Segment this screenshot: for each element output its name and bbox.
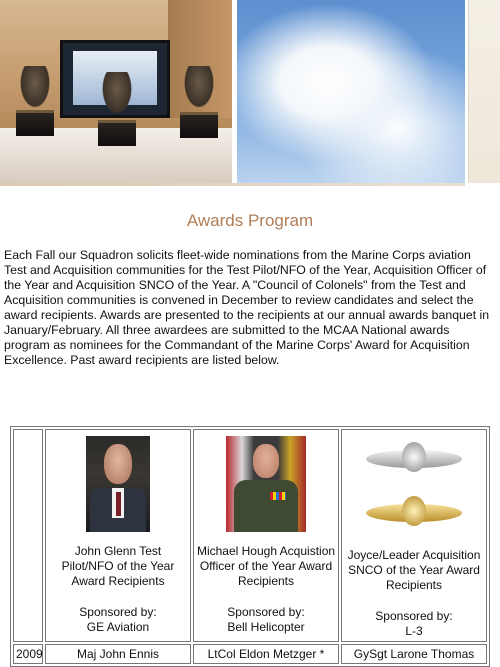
intro-paragraph: Each Fall our Squadron solicits fleet-wide nominations from the Marine Corps aviation Test and Acquisition communities for the Test Pilot/NFO of the Year, Acquisition Officer of the Year and Acquisition SNCO of the Year. A "Council of Colonels" from the Test and Acquisition communities is convened in December to review candidates and select the award recipients. Awards are presented to the recipients at our annual awards banquet in January/February. All three awardees are submitted to the MCAA National awards program as nominees for the Commandant of the Marine Corps' Award for Acquisition Excellence. Past award recipients are listed below. <box>4 248 490 367</box>
page-title: Awards Program <box>186 211 314 230</box>
banner-side-strip <box>468 0 500 183</box>
sponsor-name: L-3 <box>405 624 423 638</box>
acq-officer-recipient: LtCol Eldon Metzger * <box>193 644 339 664</box>
sky-clouds-photo <box>237 0 465 183</box>
test-pilot-recipient: Maj John Ennis <box>45 644 191 664</box>
award-michael-hough <box>193 429 339 642</box>
sponsor-name: GE Aviation <box>86 620 150 634</box>
award-john-glenn <box>45 429 191 642</box>
award-joyce-leader <box>341 429 487 642</box>
award-name: John Glenn Test Pilot/NFO of the Year Award Recipients <box>61 544 175 588</box>
sponsor-label: Sponsored by: <box>227 605 305 619</box>
aviation-wings-insignia <box>366 436 462 536</box>
banner-divider <box>0 183 465 186</box>
recipient-row <box>13 644 487 664</box>
awards-table <box>10 426 490 667</box>
header-banner <box>0 0 500 186</box>
sponsor-label: Sponsored by: <box>375 609 453 623</box>
john-glenn-portrait <box>86 436 150 532</box>
sponsor-name: Bell Helicopter <box>227 620 305 634</box>
year-cell: 2009 <box>13 644 43 664</box>
acq-snco-recipient: GySgt Larone Thomas <box>341 644 487 664</box>
award-header-row <box>13 429 487 642</box>
award-name: Michael Hough Acquistion Officer of the Year Award Recipients <box>196 544 336 588</box>
award-name: Joyce/Leader Acquisition SNCO of the Year Award Recipients <box>347 548 481 592</box>
sponsor-label: Sponsored by: <box>79 605 157 619</box>
awards-trophies-photo <box>0 0 232 183</box>
gold-wings-icon <box>366 496 462 530</box>
silver-wings-icon <box>366 442 462 476</box>
year-header-cell <box>13 429 43 642</box>
michael-hough-portrait <box>226 436 306 532</box>
